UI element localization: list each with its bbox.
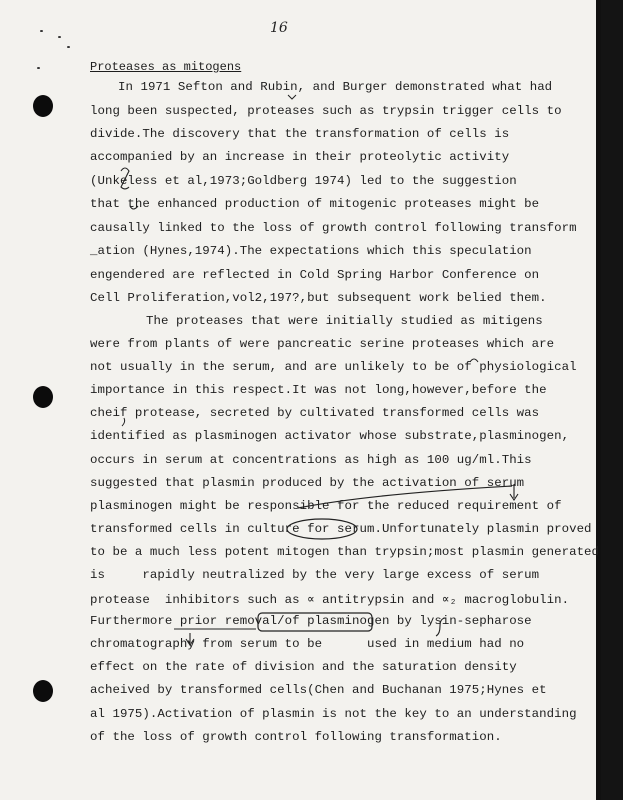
punch-hole-top bbox=[33, 95, 53, 117]
paragraph-1-line: _ation (Hynes,1974).The expectations which this speculation bbox=[90, 244, 532, 258]
paragraph-2-line: acheived by transformed cells(Chen and Buchanan 1975;Hynes et bbox=[90, 683, 547, 697]
paragraph-1-line: engendered are reflected in Cold Spring Harbor Conference on bbox=[90, 268, 540, 282]
scan-background-edge bbox=[601, 0, 623, 800]
paragraph-2-line: Furthermore prior removal/of plasminogen by lysin-sepharose bbox=[90, 614, 532, 628]
paragraph-2-line: protease inhibitors such as ∝ antitrypsin and ∝₂ macroglobulin. bbox=[90, 593, 570, 607]
paragraph-2-line: effect on the rate of division and the saturation density bbox=[90, 660, 517, 674]
paragraph-1-line: long been suspected, proteases such as trypsin trigger cells to bbox=[90, 104, 562, 118]
paragraph-2-line: suggested that plasmin produced by the activation of serum bbox=[90, 476, 525, 490]
paragraph-2-line: were from plants of were pancreatic serine proteases which are bbox=[90, 337, 555, 351]
paragraph-2-line: importance in this respect.It was not long,however,before the bbox=[90, 383, 547, 397]
paragraph-1-line: accompanied by an increase in their proteolytic activity bbox=[90, 150, 510, 164]
paragraph-1-line: Cell Proliferation,vol2,197?,but subsequent work belied them. bbox=[90, 291, 547, 305]
paragraph-1-line: that the enhanced production of mitogenic proteases might be bbox=[90, 197, 540, 211]
paragraph-2-line: not usually in the serum, and are unlikely to be of physiological bbox=[90, 360, 577, 374]
paragraph-2-line: The proteases that were initially studied as mitigens bbox=[146, 314, 543, 328]
paragraph-2-line: plasminogen might be responsible for the reduced requirement of bbox=[90, 499, 562, 513]
paragraph-2-line: to be a much less potent mitogen than trypsin;most plasmin generated bbox=[90, 545, 600, 559]
paragraph-1-line: causally linked to the loss of growth control following transform bbox=[90, 221, 577, 235]
paragraph-2-line: transformed cells in culture for serum.Unfortunately plasmin proved bbox=[90, 522, 592, 536]
punch-hole-middle bbox=[33, 386, 53, 408]
scan-speck bbox=[37, 67, 40, 69]
paragraph-2-line: is rapidly neutralized by the very large excess of serum bbox=[90, 568, 540, 582]
handwritten-page-number: 16 bbox=[270, 20, 288, 36]
caret-mark-rubin bbox=[288, 95, 296, 99]
paragraph-2-line: identified as plasminogen activator whose substrate,plasminogen, bbox=[90, 429, 570, 443]
punch-hole-bottom bbox=[33, 680, 53, 702]
paragraph-2-line: al 1975).Activation of plasmin is not the key to an understanding bbox=[90, 707, 577, 721]
paragraph-2-line: cheif protease, secreted by cultivated transformed cells was bbox=[90, 406, 540, 420]
paragraph-2-line: chromatography from serum to be used in medium had no bbox=[90, 637, 525, 651]
paragraph-1-line: divide.The discovery that the transformation of cells is bbox=[90, 127, 510, 141]
paragraph-2-line: of the loss of growth control following transformation. bbox=[90, 730, 502, 744]
paragraph-2-line: occurs in serum at concentrations as high as 100 ug/ml.This bbox=[90, 453, 532, 467]
section-heading: Proteases as mitogens bbox=[90, 60, 242, 74]
scan-speck bbox=[40, 30, 43, 32]
scan-speck bbox=[67, 46, 70, 48]
scan-speck bbox=[58, 36, 61, 38]
paragraph-1-line: In 1971 Sefton and Rubin, and Burger demonstrated what had bbox=[118, 80, 553, 94]
paragraph-1-line: (Unkeless et al,1973;Goldberg 1974) led to the suggestion bbox=[90, 174, 517, 188]
